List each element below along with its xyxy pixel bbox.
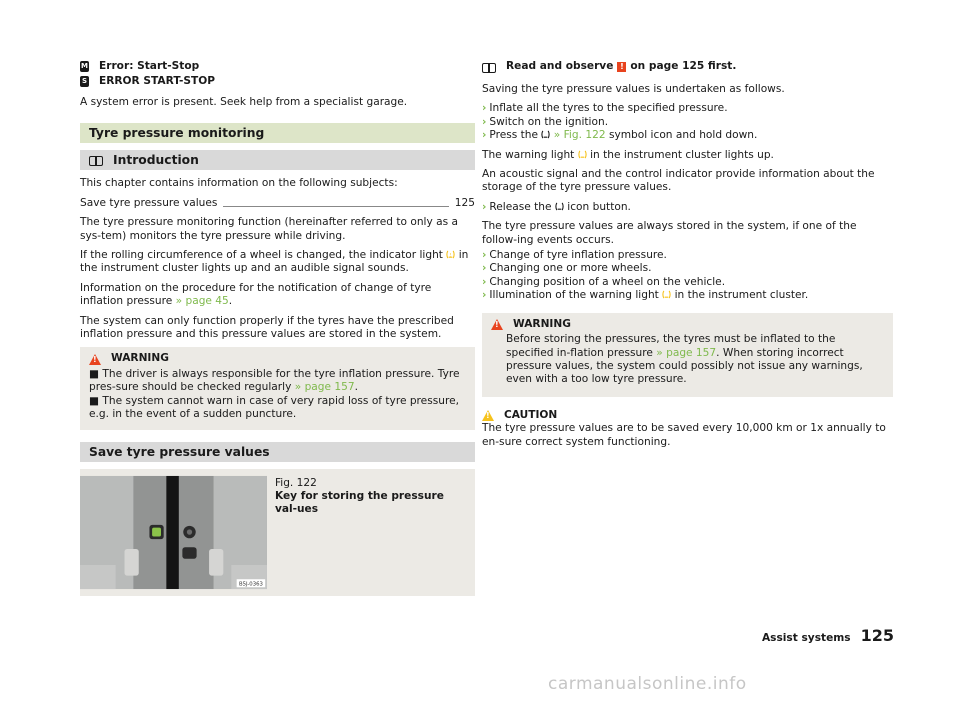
watermark: carmanualsonline.info <box>548 674 747 694</box>
tyre-pressure-warning-icon <box>578 150 587 159</box>
paragraph-system-function: The tyre pressure monitoring function (hereinafter referred to only as a sys-tem) monitors the tyre pressure while driving. <box>80 216 458 242</box>
caution-triangle-icon: ! <box>482 410 494 421</box>
warning-storing-text: Before storing the pressures, the tyres must be inflated to the specified in-flation pressure » page 157. When storing incorrect pressure values, the system could possibly not issue any warnings, even with a too low tyre pressure. <box>506 333 863 386</box>
figure-caption <box>267 469 475 596</box>
right-column <box>482 60 893 455</box>
intro-lead: This chapter contains information on the following subjects: <box>80 177 398 190</box>
always-stored-text: The tyre pressure values are always stored in the system, if one of the follow-ing events occurs. <box>482 220 857 246</box>
read-and-observe: Read and observe ! on page 125 first. <box>482 60 893 73</box>
paragraph-prescribed-pressure: The system can only function properly if the tyres have the prescribed inflation pressure and this pressure values are stored in the system. <box>80 314 454 341</box>
chevron-right-icon: › <box>482 115 487 128</box>
introduction-header <box>80 150 475 170</box>
warning-item-responsibility: ■ The driver is always responsible for the tyre inflation pressure. Tyre pres-sure should be checked regularly » page 157. <box>89 367 460 394</box>
step-release: › Release the icon button. <box>482 200 631 213</box>
warning-square-icon: ! <box>617 62 626 72</box>
introduction-title: Introduction <box>113 152 199 167</box>
warning-box-storing <box>482 313 893 397</box>
toc-item-label: Save tyre pressure values <box>80 196 218 209</box>
tyre-symbol-icon <box>555 202 564 211</box>
tyre-pressure-button-photo <box>80 469 267 596</box>
left-column <box>80 60 475 596</box>
tyre-pressure-warning-icon <box>446 250 455 259</box>
saving-intro: Saving the tyre pressure values is undertaken as follows. <box>482 83 785 95</box>
chevron-right-icon: › <box>482 129 487 142</box>
section-title-save-values: Save tyre pressure values <box>80 442 475 462</box>
figure-caption-text: Key for storing the pressure val-ues <box>274 489 444 516</box>
error-line-s <box>80 75 475 88</box>
event-position-change: › Changing position of a wheel on the vehicle. <box>482 275 726 288</box>
footer-page-number: 125 <box>860 626 894 645</box>
warning-item-rapid-loss: ■ The system cannot warn in case of very rapid loss of tyre pressure, e.g. in the event of a sudden puncture. <box>89 394 459 421</box>
error-line-m <box>80 60 475 73</box>
chevron-right-icon: › <box>482 275 487 288</box>
step-press-symbol: › Press the » Fig. 122 symbol icon and hold down. <box>482 129 758 142</box>
mode-s-icon: S <box>81 77 88 85</box>
page-157-link[interactable]: » page 157 <box>294 381 355 394</box>
error-note: A system error is present. Seek help from a specialist garage. <box>80 96 408 108</box>
warning-triangle-icon: ! <box>491 319 503 330</box>
figure-label: Fig. 122 <box>274 476 317 489</box>
chevron-right-icon: › <box>482 102 487 115</box>
chevron-right-icon: › <box>482 262 487 275</box>
mode-m-icon: M <box>81 62 88 70</box>
warning-triangle-icon: ! <box>89 354 101 365</box>
step-ignition: › Switch on the ignition. <box>482 115 609 128</box>
error-start-stop-text: Error: Start-Stop <box>99 59 200 72</box>
error-start-stop-caps-text: ERROR START-STOP <box>99 74 216 87</box>
chevron-right-icon: › <box>482 249 487 262</box>
warning-light-text: The warning light in the instrument cluster lights up. <box>482 148 774 161</box>
caution-text: The tyre pressure values are to be saved every 10,000 km or 1x annually to en-sure correct system functioning. <box>482 422 886 448</box>
step-inflate: › Inflate all the tyres to the specified pressure. <box>482 102 728 115</box>
figure-122 <box>80 469 475 596</box>
paragraph-notification-info: Information on the procedure for the notification of change of tyre inflation pressure » page 45. <box>80 281 432 308</box>
svg-text:!: ! <box>449 253 452 259</box>
toc-entry[interactable] <box>80 197 475 210</box>
event-inflation-change: › Change of tyre inflation pressure. <box>482 249 667 262</box>
figure-code: B5J-0363 <box>238 580 263 587</box>
page-45-link[interactable]: » page 45 <box>175 295 229 308</box>
tyre-symbol-icon <box>541 130 550 139</box>
toc-page-number: 125 <box>454 196 475 209</box>
paragraph-rolling-circumference: If the rolling circumference of a wheel is changed, the indicator light ! in the instrument cluster lights up and an audible signal sounds. <box>80 249 469 275</box>
warning-header: ! WARNING <box>491 318 884 331</box>
event-wheel-change: › Changing one or more wheels. <box>482 262 652 275</box>
chevron-right-icon: › <box>482 289 487 302</box>
page-157-link[interactable]: » page 157 <box>656 346 717 359</box>
page-footer <box>761 626 894 645</box>
event-warning-light: › Illumination of the warning light in the instrument cluster. <box>482 289 809 302</box>
book-icon <box>89 155 103 165</box>
warning-header: ! WARNING <box>89 352 466 365</box>
acoustic-signal-text: An acoustic signal and the control indicator provide information about the storage of the tyre pressure values. <box>482 168 875 194</box>
book-icon <box>482 62 496 72</box>
chevron-right-icon: › <box>482 200 487 213</box>
warning-box-driver <box>80 347 475 429</box>
tyre-pressure-warning-icon <box>662 290 671 299</box>
fig-122-link[interactable]: » Fig. 122 <box>553 129 606 142</box>
caution-header: ! CAUTION <box>482 409 893 422</box>
footer-section-title: Assist systems <box>761 632 851 644</box>
toc-leader-line <box>223 206 448 207</box>
section-title-tyre-pressure: Tyre pressure monitoring <box>80 123 475 143</box>
